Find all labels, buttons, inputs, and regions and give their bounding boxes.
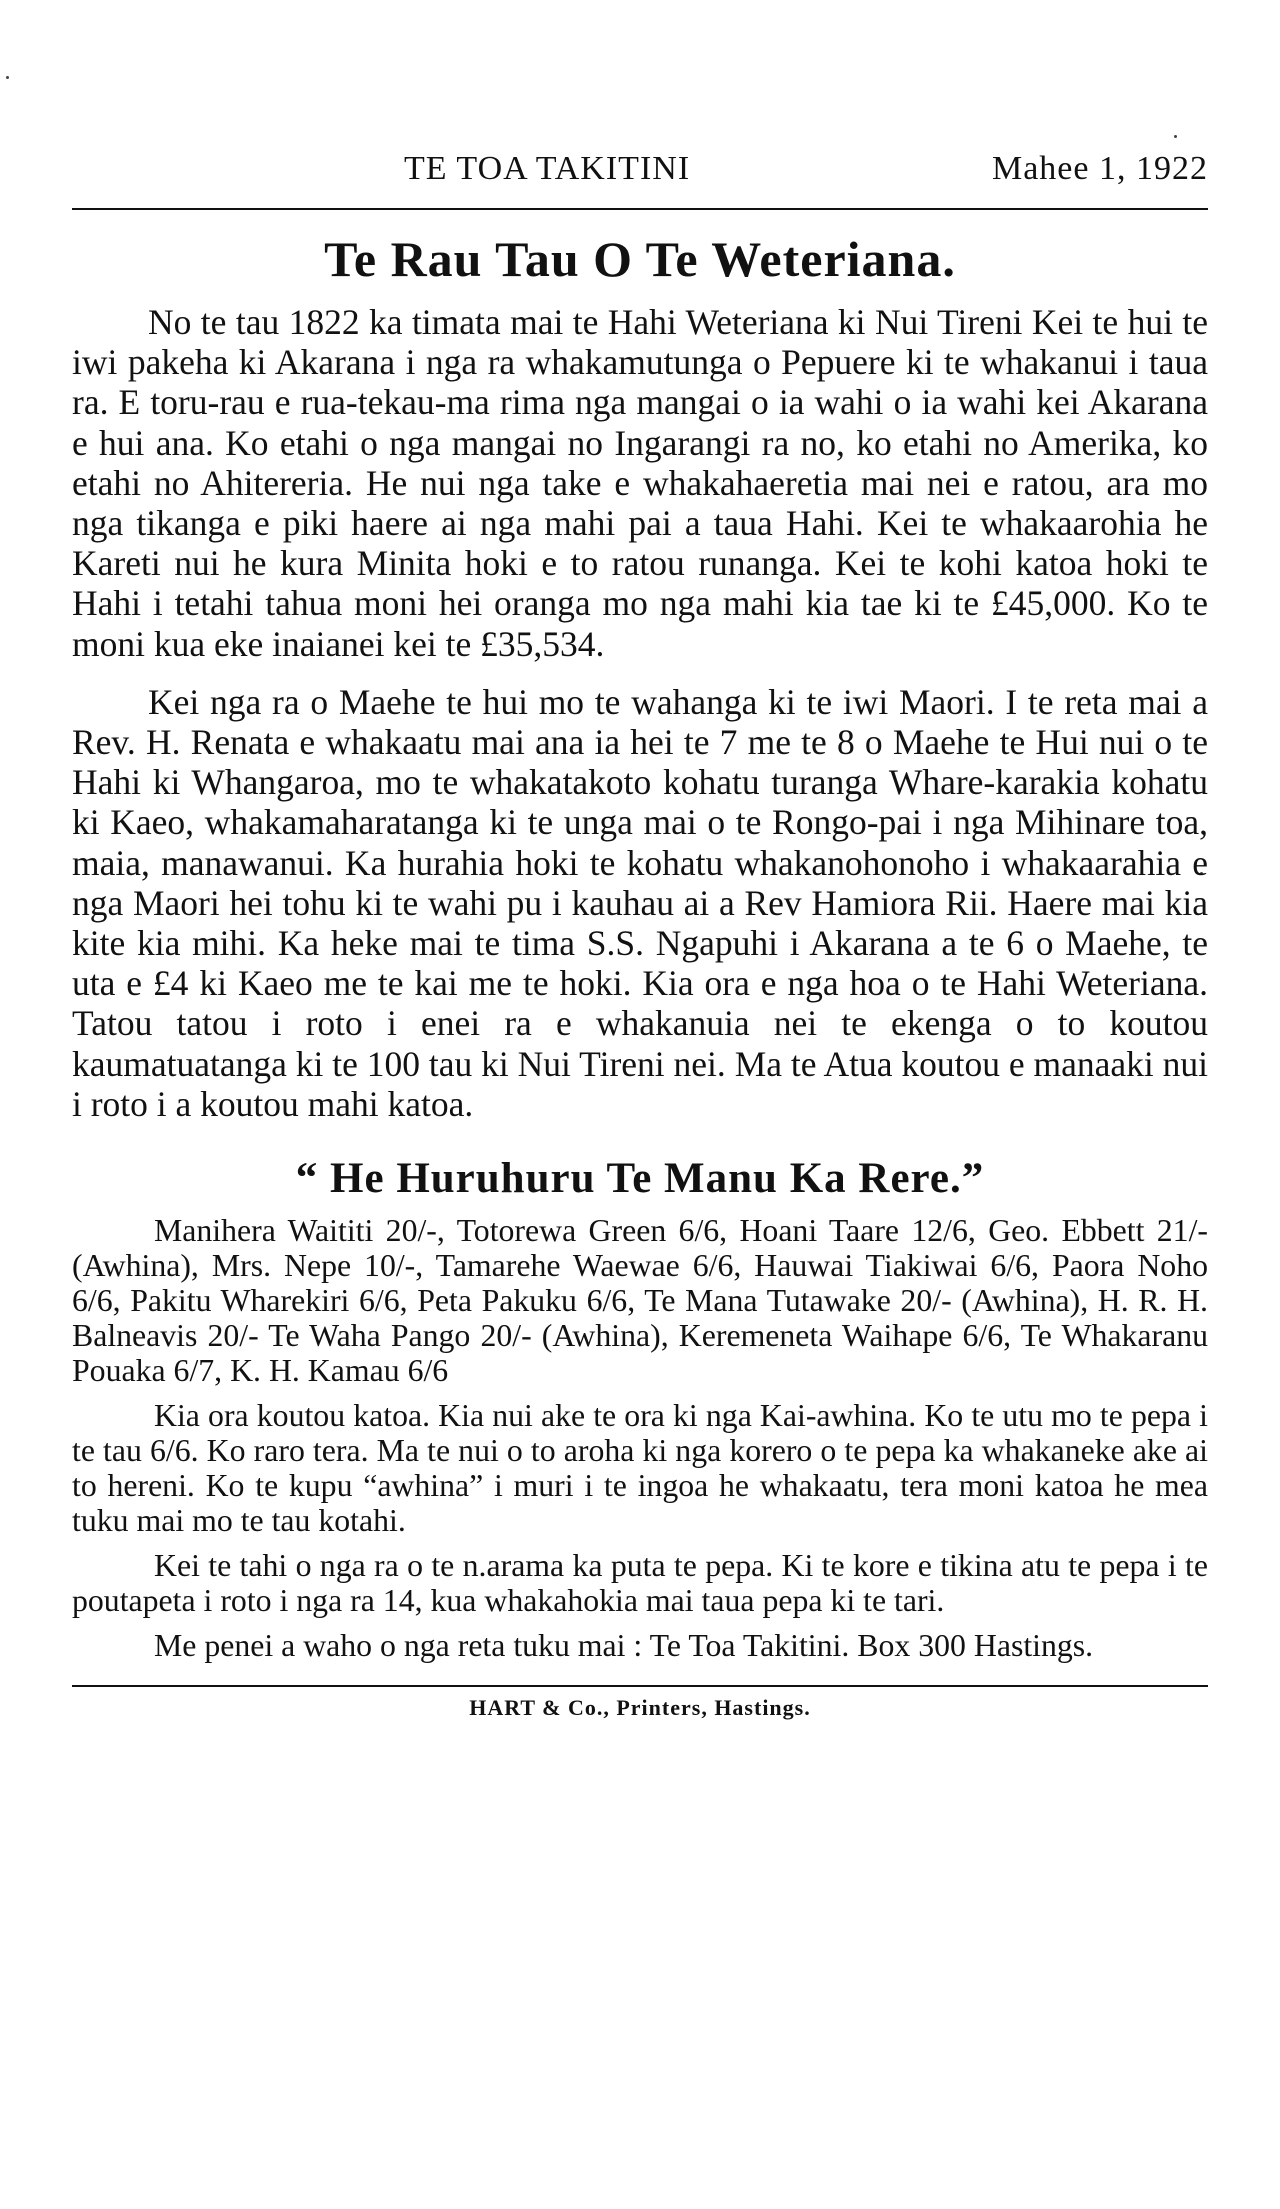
section-title: “ He Huruhuru Te Manu Ka Rere.” (295, 1155, 985, 1203)
article-huruhuru (72, 1154, 1208, 1663)
article-title: Te Rau Tau O Te Weteriana. (324, 231, 956, 287)
scan-speck (6, 76, 9, 79)
publication-name: TE TOA TAKITINI (404, 150, 691, 187)
running-header (72, 150, 1208, 198)
header-rule (72, 208, 1208, 210)
scan-speck (1174, 135, 1177, 138)
article-paragraph: Kei nga ra o Maehe te hui mo te wahanga ki te iwi Maori. I te reta mai a Rev. H. Renata e whakaatu mai ana ia hei te 7 me te 8 o Maehe te Hui nui o te Hahi ki Whangaroa, mo te whakatakoto kohatu turanga Whare-karakia kohatu ki Kaeo, whakamaharatanga ki te unga mai o te Rongo-pai i nga Mihinare toa, maia, manawanui. Ka hurahia hoki te kohatu whakanohonoho i whakaarahia e nga Maori hei tohu ki te wahi pu i kauhau ai a Rev Hamiora Rii. Haere mai kia kite kia mihi. Ka heke mai te tima S.S. Ngapuhi i Akarana a te 6 o Maehe, te uta e £4 ki Kaeo me te kai me te hoki. Kia ora e nga hoa o te Hahi Weteriana. Tatou tatou i roto i enei ra e whakanuia nei te ekenga o to koutou kaumatuatanga ki te 100 tau ki Nui Tireni nei. Ma te Atua koutou e manaaki nui i roto i a koutou mahi katoa. (72, 681, 1208, 1124)
address-note: Me penei a waho o nga reta tuku mai : Te Toa Takitini. Box 300 Hastings. (154, 1628, 1094, 1664)
footer-rule (72, 1685, 1208, 1687)
article-paragraph: No te tau 1822 ka timata mai te Hahi Weteriana ki Nui Tireni Kei te hui te iwi pakeha ki Akarana i nga ra whakamutunga o Pepuere ki te whakanui i taua ra. E toru-rau e rua-tekau-ma rima nga mangai o ia wahi o ia wahi kei Akarana e hui ana. Ko etahi o nga mangai no Ingarangi ra no, ko etahi no Amerika, ko etahi no Ahitereria. He nui nga take e whakahaeretia mai nei e ratou, ara mo nga tikanga e piki haere ai nga mahi pai a taua Hahi. Kei te whakaarohia he Kareti nui he kura Minita hoki e to ratou runanga. Kei te kohi katoa hoki te Hahi i tetahi tahua moni hei oranga mo nga mahi kia tae ki te £45,000. Ko te moni kua eke inaianei kei te £35,534. (72, 302, 1208, 664)
article-weteriana (72, 230, 1208, 1124)
newspaper-page (72, 150, 1208, 1721)
article-paragraph: Kia ora koutou katoa. Kia nui ake te ora ki nga Kai-awhina. Ko te utu mo te pepa i te tau 6/6. Ko raro tera. Ma te nui o to aroha ki nga korero o te pepa ka whakaneke ake ai to hereni. Ko te kupu “awhina” i muri i te ingoa he whakaatu, tera moni katoa he mea tuku mai mo te tau kotahi. (72, 1398, 1208, 1539)
printer-imprint: HART & Co., Printers, Hastings. (469, 1695, 811, 1721)
donor-list: Manihera Waititi 20/-, Totorewa Green 6/6, Hoani Taare 12/6, Geo. Ebbett 21/- (Awhina), Mrs. Nepe 10/-, Tamarehe Waewae 6/6, Hauwai Tiakiwai 6/6, Paora Noho 6/6, Pakitu Wharekiri 6/6, Peta Pakuku 6/6, Te Mana Tutawake 20/- (Awhina), H. R. H. Balneavis 20/- Te Waha Pango 20/- (Awhina), Keremeneta Waihape 6/6, Te Whakaranu Pouaka 6/7, K. H. Kamau 6/6 (72, 1213, 1208, 1389)
article-paragraph: Kei te tahi o nga ra o te n.arama ka puta te pepa. Ki te kore e tikina atu te pepa i te poutapeta i roto i nga ra 14, kua whakahokia mai taua pepa ki te tari. (72, 1548, 1208, 1619)
issue-date: Mahee 1, 1922 (991, 150, 1208, 187)
